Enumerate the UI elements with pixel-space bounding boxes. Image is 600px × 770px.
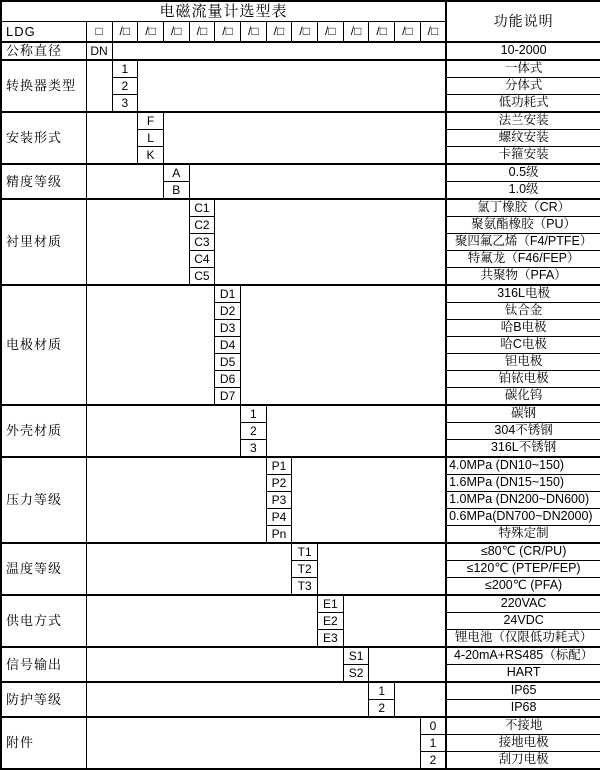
code-cell: D4 (215, 337, 241, 354)
code-cell: D6 (215, 371, 241, 388)
code-cell: 3 (112, 95, 138, 113)
spacer-cell (138, 60, 446, 112)
section-label-protection-rating: 防护等级 (1, 682, 86, 717)
section-label-signal-output: 信号输出 (1, 647, 86, 682)
code-cell: L (138, 130, 164, 147)
section-label-diameter: 公称直径 (1, 42, 86, 60)
function-cell: 低功耗式 (446, 95, 600, 113)
code-cell: 1 (240, 405, 266, 423)
function-cell: 碳化钨 (446, 388, 600, 406)
code-cell: 3 (240, 440, 266, 458)
code-cell: T1 (292, 543, 318, 561)
code-cell: S1 (343, 647, 369, 665)
function-cell: 0.5级 (446, 164, 600, 182)
function-cell: 哈C电极 (446, 337, 600, 354)
function-cell: 特殊定制 (446, 526, 600, 544)
code-cell: Pn (266, 526, 292, 544)
spacer-cell (86, 405, 240, 457)
code-cell: A (163, 164, 189, 182)
function-cell: 钽电极 (446, 354, 600, 371)
function-cell: 碳钢 (446, 405, 600, 423)
function-cell: 1.6MPa (DN15~150) (446, 475, 600, 492)
function-column-header: 功能说明 (446, 1, 600, 42)
model-code-slot: /□ (112, 22, 138, 43)
function-cell: 4.0MPa (DN10~150) (446, 457, 600, 475)
model-code-slot: /□ (292, 22, 318, 43)
function-cell: 哈B电极 (446, 320, 600, 337)
model-code-slot: /□ (215, 22, 241, 43)
spacer-cell (86, 595, 318, 647)
section-label-accuracy: 精度等级 (1, 164, 86, 199)
function-cell: IP65 (446, 682, 600, 700)
spacer-cell (266, 405, 446, 457)
function-cell: 共聚物（PFA） (446, 268, 600, 286)
code-cell: C1 (189, 199, 215, 217)
spacer-cell (395, 682, 447, 717)
spacer-cell (86, 164, 163, 199)
section-label-housing-material: 外壳材质 (1, 405, 86, 457)
code-cell: P1 (266, 457, 292, 475)
function-cell: 卡箍安装 (446, 147, 600, 165)
code-cell: S2 (343, 665, 369, 683)
code-cell: C5 (189, 268, 215, 286)
function-cell: 316L电极 (446, 285, 600, 303)
spacer-cell (86, 457, 266, 543)
function-cell: IP68 (446, 700, 600, 718)
spacer-cell (86, 647, 343, 682)
code-cell: D2 (215, 303, 241, 320)
code-cell: P4 (266, 509, 292, 526)
code-cell: 1 (112, 60, 138, 78)
code-cell: C2 (189, 217, 215, 234)
spacer-cell (86, 285, 215, 405)
section-label-installation: 安装形式 (1, 112, 86, 164)
spacer-cell (369, 647, 446, 682)
section-label-electrode-material: 电极材质 (1, 285, 86, 405)
model-code-slot: /□ (369, 22, 395, 43)
code-cell: F (138, 112, 164, 130)
spacer-cell (318, 543, 447, 595)
model-code-slot: /□ (395, 22, 421, 43)
section-label-accessories: 附件 (1, 717, 86, 769)
code-cell: D5 (215, 354, 241, 371)
function-cell: 特氟龙（F46/FEP） (446, 251, 600, 268)
function-cell: 不接地 (446, 717, 600, 735)
function-cell: 10-2000 (446, 42, 600, 60)
model-code-slot: /□ (266, 22, 292, 43)
function-cell: HART (446, 665, 600, 683)
code-cell: 2 (420, 752, 446, 770)
function-cell: ≤200℃ (PFA) (446, 578, 600, 596)
code-cell: 2 (369, 700, 395, 718)
model-code-slot: /□ (189, 22, 215, 43)
function-cell: 氯丁橡胶（CR） (446, 199, 600, 217)
spacer-cell (343, 595, 446, 647)
spacer-cell (86, 543, 292, 595)
function-cell: 1.0级 (446, 182, 600, 200)
code-cell: P2 (266, 475, 292, 492)
function-cell: 一体式 (446, 60, 600, 78)
model-prefix: LDG (1, 22, 86, 43)
code-cell: T2 (292, 561, 318, 578)
code-cell: C3 (189, 234, 215, 251)
code-cell: B (163, 182, 189, 200)
section-label-temperature-rating: 温度等级 (1, 543, 86, 595)
function-cell: 铂铱电极 (446, 371, 600, 388)
code-cell: E1 (318, 595, 344, 613)
spacer-cell (86, 682, 369, 717)
function-cell: 接地电极 (446, 735, 600, 752)
code-cell: T3 (292, 578, 318, 596)
model-dn-box: □ (86, 22, 112, 43)
model-code-slot: /□ (163, 22, 189, 43)
function-cell: 聚四氟乙烯（F4/PTFE） (446, 234, 600, 251)
code-cell: D1 (215, 285, 241, 303)
function-cell: 刮刀电极 (446, 752, 600, 770)
function-cell: 钛合金 (446, 303, 600, 320)
code-cell: K (138, 147, 164, 165)
table-title: 电磁流量计选型表 (1, 1, 446, 22)
code-cell: C4 (189, 251, 215, 268)
spacer-cell (292, 457, 446, 543)
code-cell: 1 (369, 682, 395, 700)
spacer-cell (86, 60, 112, 112)
code-cell: D7 (215, 388, 241, 406)
spacer-cell (240, 285, 446, 405)
section-label-power-supply: 供电方式 (1, 595, 86, 647)
function-cell: 4-20mA+RS485（标配） (446, 647, 600, 665)
function-cell: 304不锈钢 (446, 423, 600, 440)
section-label-converter-type: 转换器类型 (1, 60, 86, 112)
function-cell: 分体式 (446, 78, 600, 95)
function-cell: ≤80℃ (CR/PU) (446, 543, 600, 561)
code-cell: E3 (318, 630, 344, 648)
code-cell: 2 (112, 78, 138, 95)
section-label-liner-material: 衬里材质 (1, 199, 86, 285)
spacer-cell (215, 199, 446, 285)
spacer-cell (86, 199, 189, 285)
function-cell: 24VDC (446, 613, 600, 630)
function-cell: ≤120℃ (PTEP/FEP) (446, 561, 600, 578)
code-cell: D3 (215, 320, 241, 337)
model-code-slot: /□ (138, 22, 164, 43)
model-code-slot: /□ (240, 22, 266, 43)
model-code-slot: /□ (318, 22, 344, 43)
code-cell: P3 (266, 492, 292, 509)
spacer-cell (112, 42, 446, 60)
function-cell: 螺纹安装 (446, 130, 600, 147)
function-cell: 锂电池（仅限低功耗式） (446, 630, 600, 648)
code-cell: 0 (420, 717, 446, 735)
function-cell: 1.0MPa (DN200~DN600) (446, 492, 600, 509)
function-cell: 316L不锈钢 (446, 440, 600, 458)
model-code-slot: /□ (343, 22, 369, 43)
function-cell: 聚氨酯橡胶（PU） (446, 217, 600, 234)
function-cell: 220VAC (446, 595, 600, 613)
function-cell: 法兰安装 (446, 112, 600, 130)
spacer-cell (86, 717, 420, 769)
spacer-cell (163, 112, 446, 164)
code-cell: 1 (420, 735, 446, 752)
code-cell: DN (86, 42, 112, 60)
function-cell: 0.6MPa(DN700~DN2000) (446, 509, 600, 526)
spacer-cell (86, 112, 138, 164)
spacer-cell (189, 164, 446, 199)
code-cell: 2 (240, 423, 266, 440)
model-code-slot: /□ (420, 22, 446, 43)
section-label-pressure-rating: 压力等级 (1, 457, 86, 543)
code-cell: E2 (318, 613, 344, 630)
